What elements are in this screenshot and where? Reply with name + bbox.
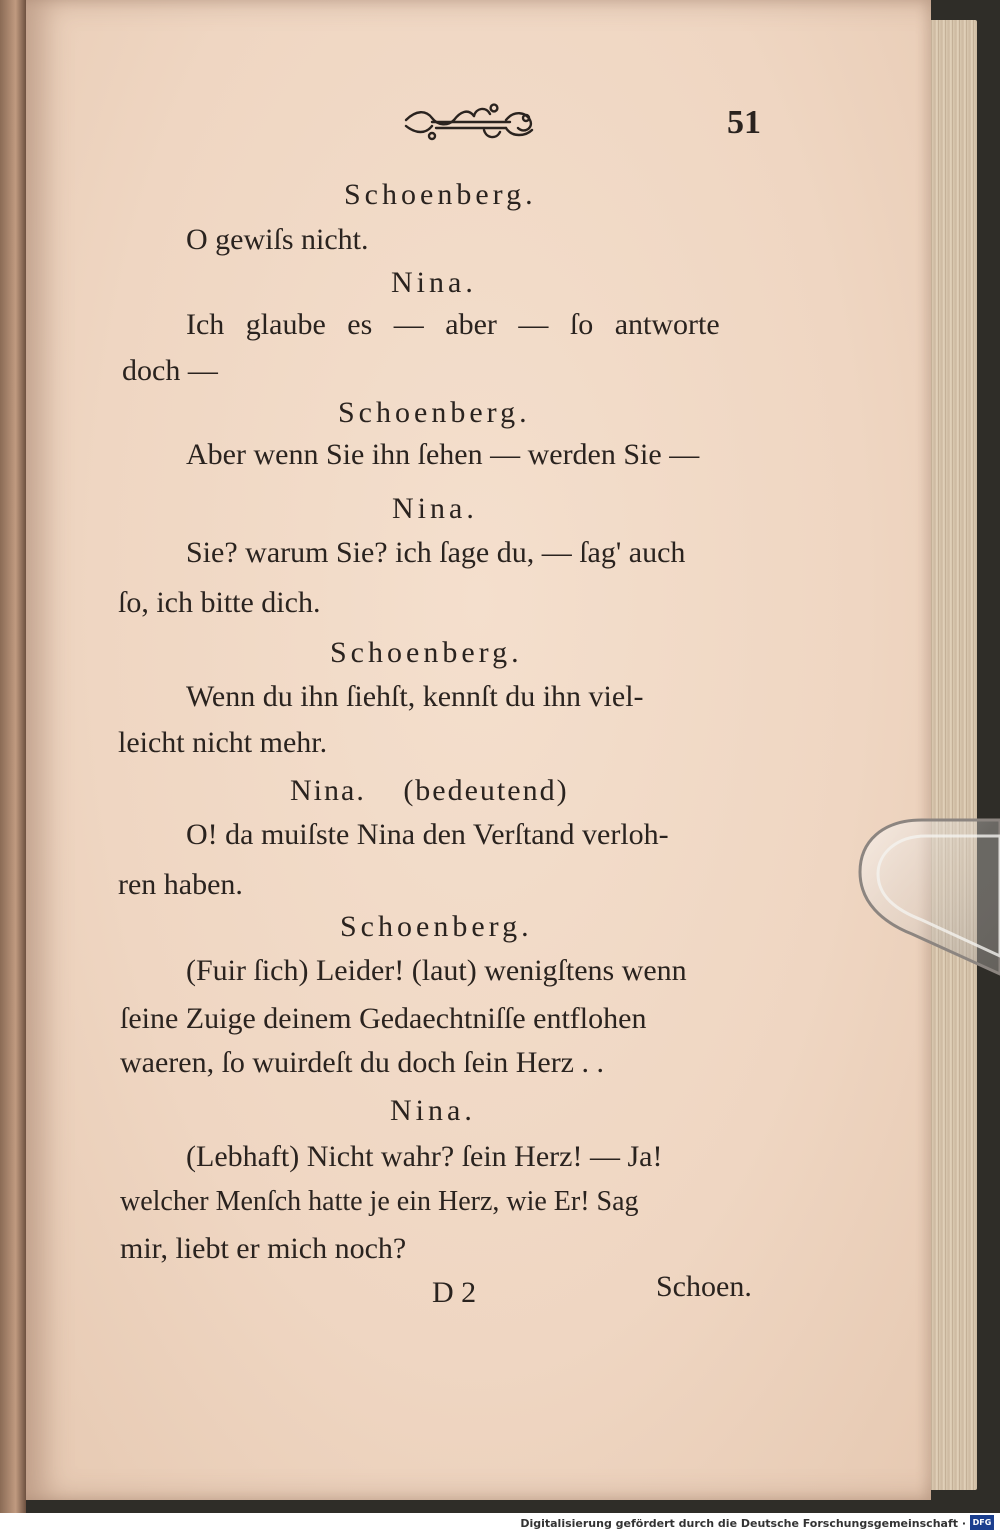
dialogue-line: doch —: [122, 354, 218, 387]
dialogue-line: (Lebhaft) Nicht wahr? ſein Herz! — Ja!: [186, 1140, 663, 1173]
dialogue-line: ſeine Zuige deinem Gedaechtniſſe entflohen: [120, 1002, 647, 1035]
speaker-schoenberg: Schoenberg.: [330, 636, 523, 669]
previous-leaf-edge: [0, 0, 26, 1513]
dialogue-line: Aber wenn Sie ihn ſehen — werden Sie —: [186, 438, 700, 471]
speaker-nina-direction: Nina. (bedeutend): [290, 774, 569, 807]
dialogue-line: Ich glaube es — aber — ſo antworte: [186, 308, 720, 341]
catchword: Schoen.: [656, 1270, 752, 1303]
book-page: [26, 0, 931, 1500]
signature-mark: D 2: [432, 1276, 477, 1309]
speaker-schoenberg: Schoenberg.: [344, 178, 537, 211]
dialogue-line: Sie? warum Sie? ich ſage du, — ſag' auch: [186, 536, 686, 569]
dialogue-line: ren haben.: [118, 868, 243, 901]
speaker-schoenberg: Schoenberg.: [340, 910, 533, 943]
page-number: 51: [727, 104, 761, 141]
dialogue-line: (Fuir ſich) Leider! (laut) wenigſtens wenn: [186, 954, 687, 987]
dialogue-line: O! da muiſste Nina den Verſtand verloh-: [186, 818, 669, 851]
dialogue-line: ſo, ich bitte dich.: [118, 586, 321, 619]
speaker-nina: Nina.: [390, 1094, 476, 1127]
dfg-logo: DFG: [970, 1515, 994, 1530]
footer-credit: Digitalisierung gefördert durch die Deutsche Forschungsgemeinschaft ·: [520, 1517, 966, 1530]
speaker-nina: Nina.: [391, 266, 477, 299]
speaker-schoenberg: Schoenberg.: [338, 396, 531, 429]
dialogue-line: waeren, ſo wuirdeſt du doch ſein Herz . .: [120, 1046, 604, 1079]
dialogue-line: O gewiſs nicht.: [186, 223, 369, 256]
glass-page-weight: [852, 812, 1000, 982]
dialogue-line: welcher Menſch hatte je ein Herz, wie Er! Sag: [120, 1186, 639, 1217]
dialogue-line: Wenn du ihn ſiehſt, kennſt du ihn viel-: [186, 680, 644, 713]
dialogue-line: mir, liebt er mich noch?: [120, 1232, 407, 1265]
floral-headpiece-icon: [402, 100, 537, 146]
speaker-nina: Nina.: [392, 492, 478, 525]
page-stack-edges: [925, 20, 977, 1490]
dialogue-line: leicht nicht mehr.: [118, 726, 328, 759]
